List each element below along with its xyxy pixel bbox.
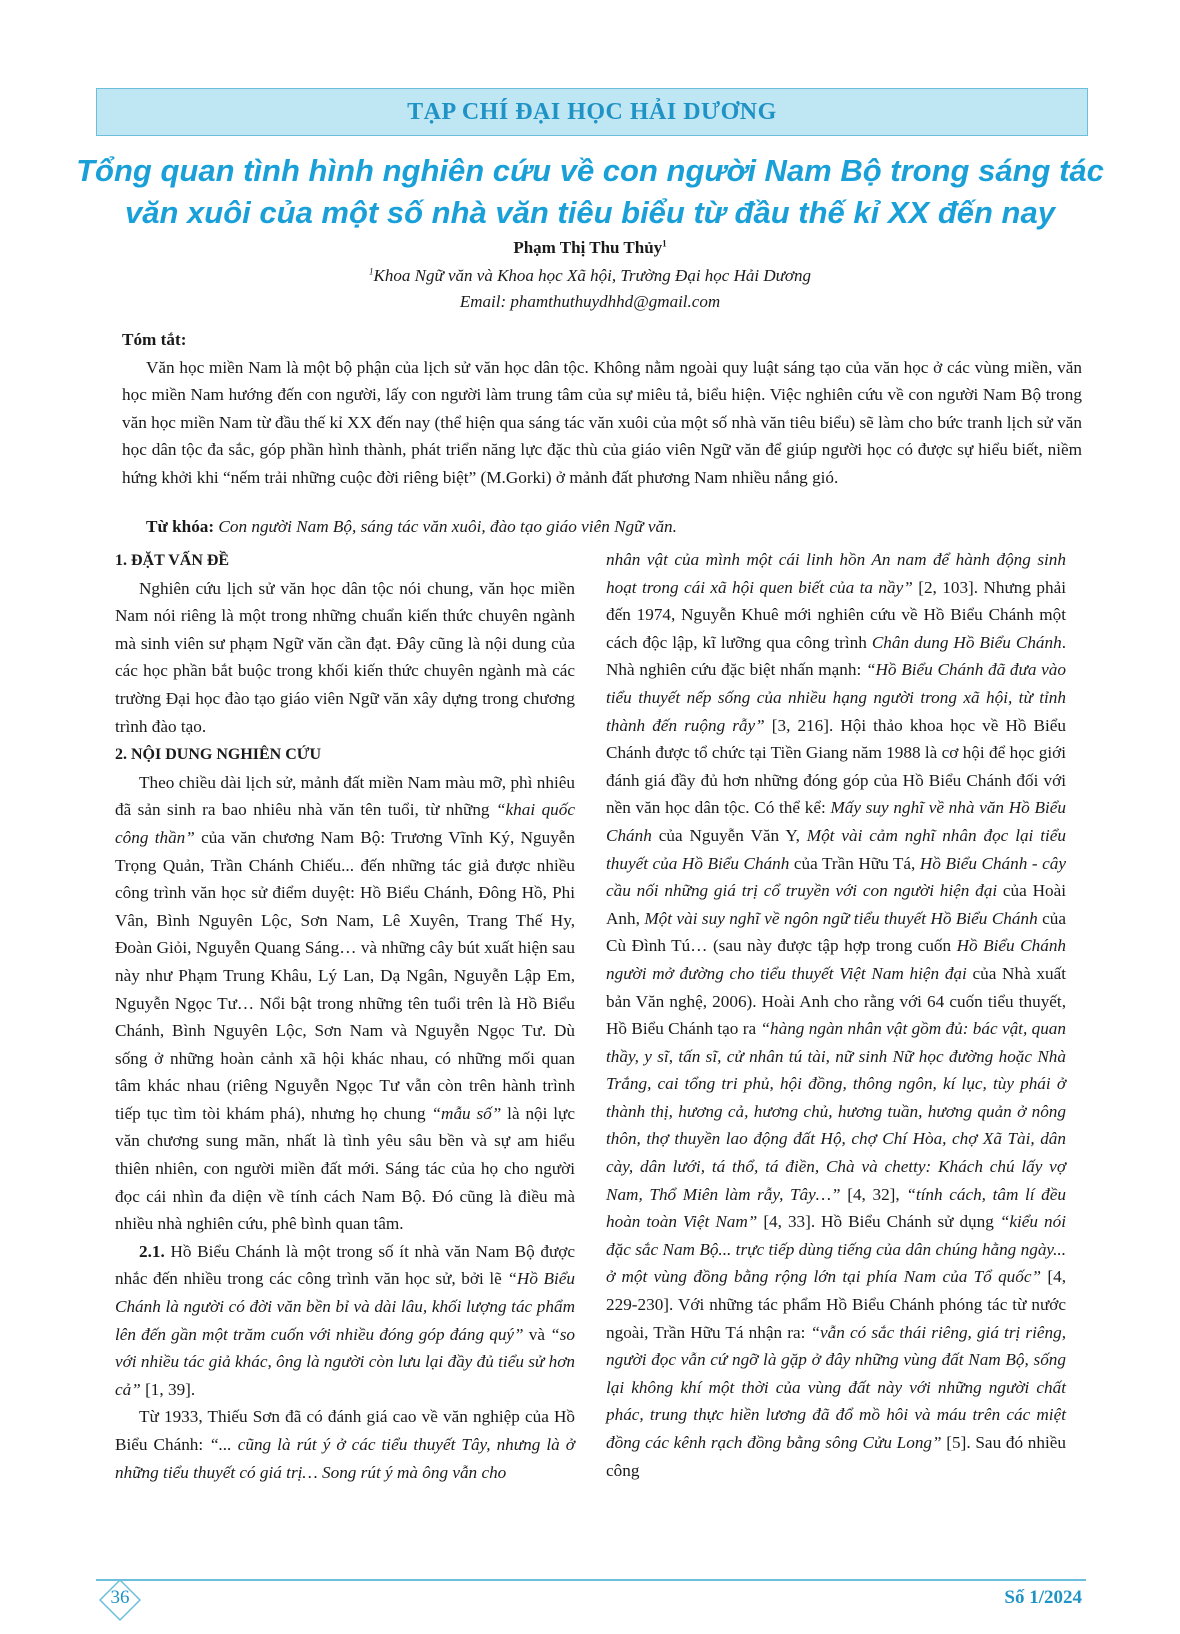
journal-header [96,88,1088,136]
paragraph-3: 2.1. Hồ Biểu Chánh là một trong số ít nhà văn Nam Bộ được nhắc đến nhiều trong các công trình văn học sử, bởi lẽ “Hồ Biểu Chánh là người có đời văn bền bỉ và dài lâu, khối lượng tác phẩm lên đến gần một trăm cuốn với nhiều đóng góp đáng quý” và “so với nhiều tác giả khác, ông là người còn lưu lại đầy đủ tiểu sử hơn cả” [1, 39]. [115,1241,576,1399]
article-title [60,150,1120,234]
abstract [122,326,1082,492]
affiliation [0,266,1180,286]
journal-header-text: TẠP CHÍ ĐẠI HỌC HẢI DƯƠNG [407,98,777,125]
paragraph-2: Theo chiều dài lịch sử, mảnh đất miền Nam màu mỡ, phì nhiêu đã sản sinh ra bao nhiêu nhà văn tên tuổi, từ những “khai quốc công thần” của văn chương Nam Bộ: Trương Vĩnh Ký, Nguyễn Trọng Quản, Trần Chánh Chiếu... đến những tác giả được nhiều công trình văn học sử điểm duyệt: Hồ Biểu Chánh, Đông Hồ, Phi Vân, Bình Nguyên Lộc, Sơn Nam, Lê Xuyên, Trang Thế Hy, Đoàn Giỏi, Nguyễn Quang Sáng… và những cây bút xuất hiện sau này như Phạm Trung Khâu, Lý Lan, Dạ Ngân, Nguyễn Lập Em, Nguyễn Ngọc Tư… Nổi bật trong những tên tuổi trên là Hồ Biểu Chánh, Bình Nguyên Lộc, Sơn Nam và Nguyễn Ngọc Tư. Dù sống ở những hoàn cảnh xã hội khác nhau, có những mối quan tâm khác nhau (riêng Nguyễn Ngọc Tư vẫn còn trên hành trình tiếp tục tìm tòi khám phá), nhưng họ chung “mẫu số” là nội lực văn chương sung mãn, nhất là tình yêu sâu bền và sự am hiểu thiên nhiên, con người miền đất mới. Sáng tác của họ cho người đọc cái nhìn đa diện về tính cách Nam Bộ. Đó cũng là điều mà nhiều nhà nghiên cứu, phê bình quan tâm. [115,772,576,1234]
paragraph-continued: nhân vật của mình một cái linh hồn An nam để hành động sinh hoạt trong cái xã hội quen biết của ta nầy” [2, 103]. Nhưng phải đến 1974, Nguyễn Khuê mới nghiên cứu về Hồ Biểu Chánh một cách độc lập, kĩ lưỡng qua công trình Chân dung Hồ Biểu Chánh. Nhà nghiên cứu đặc biệt nhấn mạnh: “Hồ Biểu Chánh đã đưa vào tiểu thuyết nếp sống của nhiều hạng người trong xã hội, từ tỉnh thành đến ruộng rẫy” [3, 216]. Hội thảo khoa học về Hồ Biểu Chánh được tổ chức tại Tiền Giang năm 1988 là cơ hội để học giới đánh giá đầy đủ hơn những đóng góp của Hồ Biểu Chánh đối với nền văn học dân tộc. Có thể kể: Mấy suy nghĩ về nhà văn Hồ Biểu Chánh của Nguyễn Văn Y, Một vài cảm nghĩ nhân đọc lại tiểu thuyết của Hồ Biểu Chánh của Trần Hữu Tá, Hồ Biểu Chánh - cây cầu nối những giá trị cổ truyền với con người hiện đại của Hoài Anh, Một vài suy nghĩ về ngôn ngữ tiểu thuyết Hồ Biểu Chánh của Cù Đình Tú… (sau này được tập hợp trong cuốn Hồ Biểu Chánh người mở đường cho tiểu thuyết Việt Nam hiện đại của Nhà xuất bản Văn nghệ, 2006). Hoài Anh cho rằng với 64 cuốn tiểu thuyết, Hồ Biểu Chánh tạo ra “hàng ngàn nhân vật gồm đủ: bác vật, quan thầy, y sĩ, tấn sĩ, cử nhân tú tài, nữ sinh Nữ học đường hoặc Nhà Trắng, cai tổng tri phủ, hội đồng, thông ngôn, kí lục, tùy phái ở thành thị, hương cả, hương chủ, hương tuần, hương quản ở nông thôn, thợ thuyền lao động đất Hộ, chợ Chí Hòa, chợ Xã Tài, dân cày, dân lưới, tá thổ, tá điền, Chà và chetty: Khách chú lấy vợ Nam, Thổ Miên làm rẫy, Tây…” [4, 32], “tính cách, tâm lí đều hoàn toàn Việt Nam” [4, 33]. Hồ Biểu Chánh sử dụng “kiểu nói đặc sắc Nam Bộ... trực tiếp dùng tiếng của dân chúng hằng ngày... ở một vùng đồng bằng rộng lớn tại phía Nam của Tổ quốc” [4, 229-230]. Với những tác phẩm Hồ Biểu Chánh phóng tác từ nước ngoài, Trần Hữu Tá nhận ra: “vẫn có sắc thái riêng, giá trị riêng, người đọc vẫn cứ ngỡ là gặp ở đây những vùng đất Nam Bộ, sống lại không khí một thời của vùng đất này với những người chất phác, trung thực hiền lương đã đổ mồ hôi và máu trên các miệt đồng các kênh rạch đồng bằng sông Cửu Long” [5]. Sau đó nhiều công [606,550,1067,1480]
author-name: Phạm Thị Thu Thủy [513,238,663,257]
paragraph-1: Nghiên cứu lịch sử văn học dân tộc nói chung, văn học miền Nam nói riêng là một trong những chuẩn kiến thức chuyên ngành mà sinh viên sư phạm Ngữ văn cần đạt. Đây cũng là nội dung của các học phần bắt buộc trong khối kiến thức chuyên ngành mà các trường Đại học đào tạo giáo viên Ngữ văn xây dựng trong chương trình đào tạo. [115,578,575,736]
section-2-heading: 2. NỘI DUNG NGHIÊN CỨU [115,746,322,764]
title-line-2: văn xuôi của một số nhà văn tiêu biểu từ đầu thế kỉ XX đến nay [125,195,1055,230]
author-sup: 1 [662,238,667,249]
right-column [606,546,1066,1484]
keywords [146,517,1086,537]
affiliation-sup: 1 [369,266,374,277]
author-line [0,238,1180,258]
affiliation-text: Khoa Ngữ văn và Khoa học Xã hội, Trường Đại học Hải Dương [373,266,811,285]
author-email: Email: phamthuthuydhhd@gmail.com [459,292,721,311]
keywords-text: Con người Nam Bộ, sáng tác văn xuôi, đào tạo giáo viên Ngữ văn. [218,517,677,536]
page-number: 36 [110,1587,130,1608]
left-column [115,546,575,1486]
section-1-heading: 1. ĐẶT VẤN ĐỀ [115,552,230,569]
title-line-1: Tổng quan tình hình nghiên cứu về con người Nam Bộ trong sáng tác [76,153,1104,188]
footer-rule [96,1579,1086,1581]
abstract-label: Tóm tắt: [122,330,187,349]
abstract-text: Văn học miền Nam là một bộ phận của lịch sử văn học dân tộc. Không nằm ngoài quy luật sáng tạo của văn học ở các vùng miền, văn học miền Nam hướng đến con người, lấy con người làm trung tâm của sự miêu tả, biểu hiện. Việc nghiên cứu về con người Nam Bộ trong văn học miền Nam từ đầu thế kỉ XX đến nay (thể hiện qua sáng tác văn xuôi của một số nhà văn tiêu biểu) sẽ làm cho bức tranh lịch sử văn học dân tộc đa sắc, góp phần hình thành, phát triển năng lực đặc thù của giáo viên Ngữ văn để giúp người học có được sự hiểu biết, niềm hứng khởi khi “nếm trải những cuộc đời riêng biệt” (M.Gorki) ở mảnh đất phương Nam nhiều nắng gió. [122,357,1082,487]
paragraph-4: Từ 1933, Thiếu Sơn đã có đánh giá cao về văn nghiệp của Hồ Biểu Chánh: “... cũng là rút ý ở các tiểu thuyết Tây, nhưng là ở những tiểu thuyết có giá trị… Song rút ý mà ông vẫn cho [115,1407,575,1482]
issue-number: Số 1/2024 [1004,1587,1082,1608]
keywords-label: Từ khóa: [146,517,215,536]
